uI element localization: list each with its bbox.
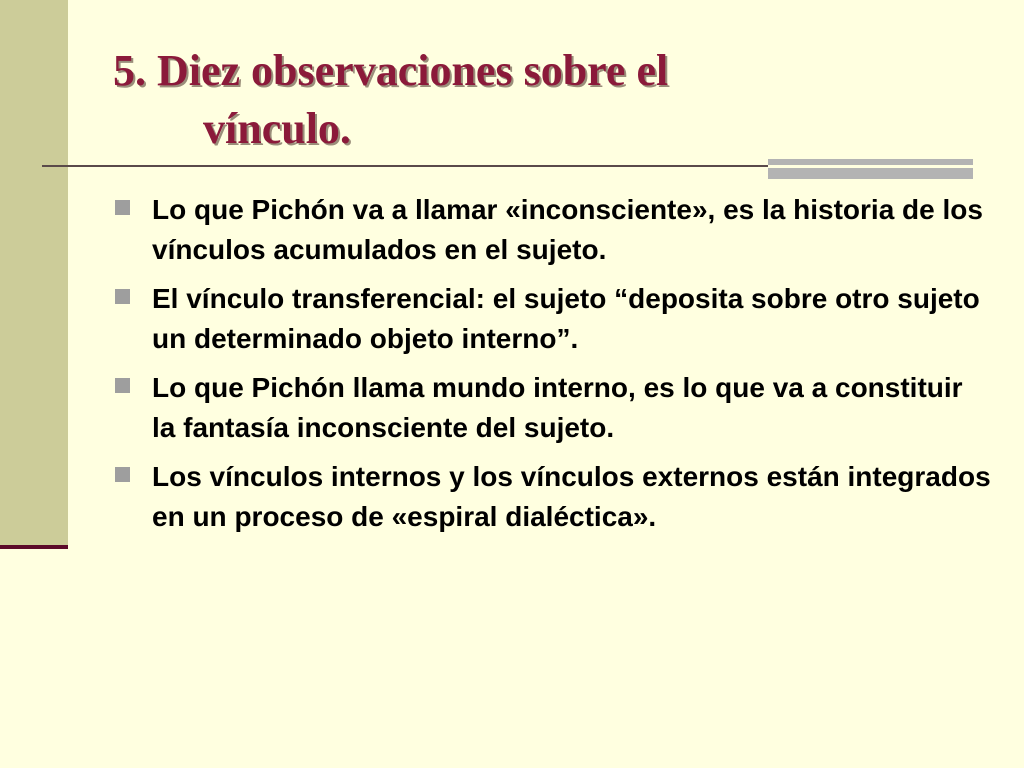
square-bullet-icon [115,289,130,304]
title-divider-thin [42,165,768,167]
bullet-text: El vínculo transferencial: el sujeto “deposita sobre otro sujeto un determinado objeto interno”. [152,283,980,354]
slide-title [113,42,873,158]
slide-title-line1: 5. Diez observaciones sobre el [113,46,669,95]
square-bullet-icon [115,378,130,393]
bullet-item [112,190,992,270]
slide-title-line2: vínculo. [203,104,351,153]
square-bullet-icon [115,200,130,215]
bullet-text: Los vínculos internos y los vínculos externos están integrados en un proceso de «espiral dialéctica». [152,461,991,532]
bullet-text: Lo que Pichón va a llamar «inconsciente», es la historia de los vínculos acumulados en el sujeto. [152,194,983,265]
bullet-item [112,279,992,359]
bullet-item [112,368,992,448]
left-band-underline [0,545,68,549]
bullet-list [112,190,992,546]
bullet-item [112,457,992,537]
title-divider-gap [768,165,973,168]
bullet-text: Lo que Pichón llama mundo interno, es lo que va a constituir la fantasía inconsciente del sujeto. [152,372,963,443]
square-bullet-icon [115,467,130,482]
left-decorative-band [0,0,68,545]
title-divider-thick [768,159,973,179]
